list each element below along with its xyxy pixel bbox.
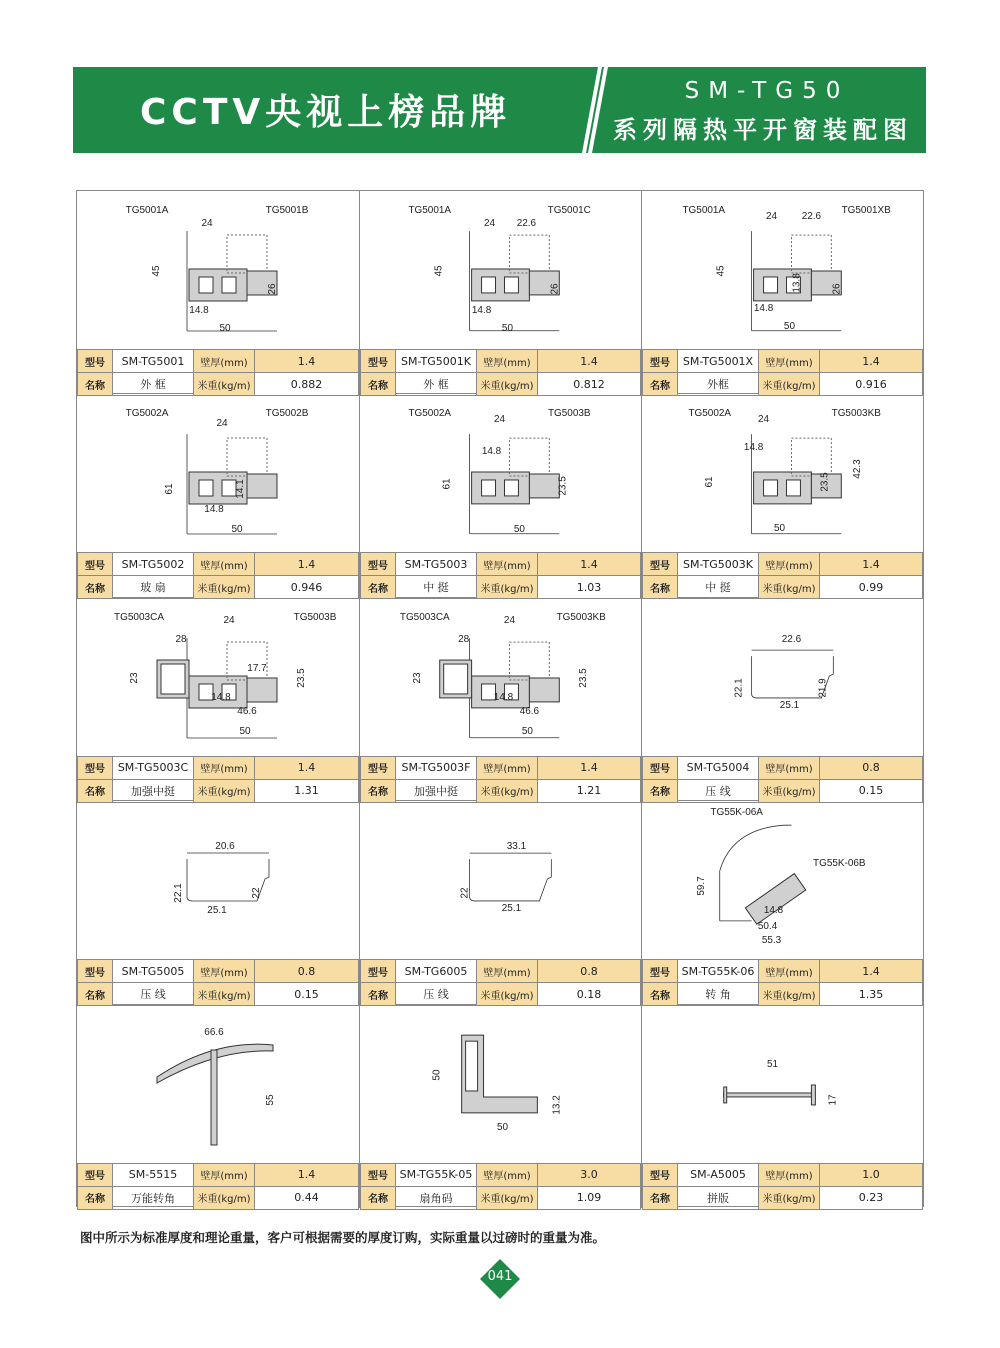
dimension-label: 23 <box>411 672 423 684</box>
unit-weight: 1.09 <box>538 1186 641 1209</box>
profile-cell <box>77 801 360 1004</box>
name-label: 名称 <box>361 576 396 599</box>
wall-thickness: 1.4 <box>255 350 359 373</box>
spec-table <box>360 552 641 598</box>
profile-cell <box>642 801 923 1004</box>
dimension-label: 50 <box>496 1121 509 1133</box>
wall-label: 壁厚(mm) <box>759 756 820 779</box>
profile-section <box>472 472 530 504</box>
dimension-label: 24 <box>201 218 213 229</box>
spec-table <box>77 959 359 1005</box>
series-code: SM-TG50 <box>684 78 850 104</box>
wall-label: 壁厚(mm) <box>477 350 538 373</box>
wall-thickness: 1.4 <box>538 553 641 576</box>
model-label: 型号 <box>78 553 113 576</box>
spec-table <box>642 349 923 395</box>
weight-label: 米重(kg/m) <box>194 576 255 599</box>
weight-label: 米重(kg/m) <box>194 1186 255 1209</box>
model-code: SM-TG55K-05 <box>396 1163 477 1186</box>
weight-label: 米重(kg/m) <box>759 779 820 802</box>
dimension-label: 24 <box>216 418 228 430</box>
name-label: 名称 <box>643 373 678 396</box>
name-label: 名称 <box>361 779 396 802</box>
dimension-label: 59.7 <box>695 876 707 896</box>
model-label: 型号 <box>361 756 396 779</box>
wall-label: 壁厚(mm) <box>759 1163 820 1186</box>
profile-name: 压 线 <box>396 983 477 1006</box>
profile-name: 拼版 <box>678 1186 759 1209</box>
catalog-title: 系列隔热平开窗装配图 <box>613 116 913 144</box>
unit-weight: 0.18 <box>538 983 641 1006</box>
model-code: SM-TG5005 <box>113 960 194 983</box>
name-label: 名称 <box>361 373 396 396</box>
dimension-label: 50 <box>431 1069 443 1081</box>
weight-label: 米重(kg/m) <box>477 983 538 1006</box>
spec-table <box>77 756 359 802</box>
profile-cell <box>77 1005 360 1208</box>
part-label: TG55K-06A <box>710 807 763 819</box>
dimension-label: 14.8 <box>211 691 231 703</box>
profile-name: 加强中挺 <box>396 779 477 802</box>
dimension-label: 55.3 <box>761 934 782 946</box>
weight-label: 米重(kg/m) <box>194 983 255 1006</box>
weight-label: 米重(kg/m) <box>477 1186 538 1209</box>
dimension-label: 14.1 <box>235 479 246 500</box>
spec-table <box>77 552 359 598</box>
wall-thickness: 1.4 <box>255 553 359 576</box>
dimension-label: 50 <box>783 320 796 332</box>
dimension-label: 21.9 <box>817 678 829 698</box>
profile-name: 加强中挺 <box>113 779 194 802</box>
part-label: TG5003CA <box>399 611 450 623</box>
part-label: TG5001B <box>265 205 309 216</box>
wall-thickness: 0.8 <box>255 960 359 983</box>
dimension-label: 46.6 <box>519 705 540 717</box>
model-code: SM-TG5002 <box>113 553 194 576</box>
profile-section <box>724 1093 814 1097</box>
model-label: 型号 <box>643 350 678 373</box>
dimension-label: 14.8 <box>763 905 784 917</box>
part-label: TG5002A <box>408 408 452 420</box>
profile-drawing <box>360 1005 641 1163</box>
weight-label: 米重(kg/m) <box>759 576 820 599</box>
dimension-label: 33.1 <box>506 841 527 853</box>
model-code: SM-TG5004 <box>678 756 759 779</box>
profile-section <box>189 269 247 301</box>
unit-weight: 1.35 <box>820 983 923 1006</box>
wall-label: 壁厚(mm) <box>759 553 820 576</box>
spec-table <box>360 1163 641 1209</box>
dimension-label: 23.5 <box>819 472 831 493</box>
profile-drawing <box>642 394 923 552</box>
dimension-label: 22.6 <box>516 218 537 230</box>
dimension-label: 14.8 <box>743 442 764 454</box>
wall-thickness: 1.4 <box>538 350 641 373</box>
dimension-label: 17 <box>827 1093 839 1106</box>
dimension-label: 14.8 <box>204 504 224 516</box>
profile-grid <box>76 190 924 1207</box>
dimension-label: 50 <box>521 725 533 737</box>
part-label: TG55K-06B <box>813 858 866 870</box>
dimension-label: 61 <box>441 478 453 490</box>
dimension-label: 45 <box>715 265 727 277</box>
name-label: 名称 <box>643 983 678 1006</box>
model-label: 型号 <box>643 960 678 983</box>
wall-label: 壁厚(mm) <box>194 960 255 983</box>
spec-table <box>642 756 923 802</box>
profile-name: 中 挺 <box>678 576 759 599</box>
unit-weight: 0.23 <box>820 1186 923 1209</box>
dimension-label: 55 <box>265 1094 276 1106</box>
model-label: 型号 <box>643 1163 678 1186</box>
dimension-label: 28 <box>175 633 187 645</box>
wall-label: 壁厚(mm) <box>477 1163 538 1186</box>
unit-weight: 0.916 <box>820 373 923 396</box>
profile-drawing <box>77 1005 359 1163</box>
profile-section <box>754 269 812 301</box>
profile-drawing <box>77 801 359 959</box>
profile-name: 中 挺 <box>396 576 477 599</box>
spec-table <box>360 959 641 1005</box>
profile-name: 扇角码 <box>396 1186 477 1209</box>
wall-thickness: 0.8 <box>820 756 923 779</box>
profile-cell <box>360 191 642 394</box>
dimension-label: 66.6 <box>204 1026 224 1038</box>
profile-name: 外 框 <box>396 373 477 396</box>
model-code: SM-5515 <box>113 1163 194 1186</box>
profile-cell <box>360 394 642 597</box>
name-label: 名称 <box>643 576 678 599</box>
part-label: TG5003B <box>547 408 591 420</box>
profile-section <box>472 269 530 301</box>
dimension-label: 26 <box>267 283 278 295</box>
dimension-label: 22 <box>459 887 471 899</box>
model-code: SM-TG6005 <box>396 960 477 983</box>
model-label: 型号 <box>78 756 113 779</box>
model-label: 型号 <box>78 350 113 373</box>
part-label: TG5003CA <box>113 611 165 623</box>
profile-drawing <box>360 191 641 349</box>
dimension-label: 61 <box>703 476 715 488</box>
page-number: 041 <box>487 1269 513 1284</box>
profile-name: 转 角 <box>678 983 759 1006</box>
profile-drawing <box>360 801 641 959</box>
wall-thickness: 3.0 <box>538 1163 641 1186</box>
part-label: TG5003KB <box>831 408 881 420</box>
spec-table <box>642 959 923 1005</box>
dimension-label: 50 <box>513 524 525 536</box>
name-label: 名称 <box>361 1186 396 1209</box>
profile-cell <box>360 598 642 801</box>
dimension-label: 50 <box>501 322 514 334</box>
dimension-label: 46.6 <box>237 705 257 717</box>
wall-thickness: 1.4 <box>255 1163 359 1186</box>
spec-table <box>360 756 641 802</box>
wall-thickness: 1.0 <box>820 1163 923 1186</box>
model-label: 型号 <box>78 1163 113 1186</box>
dimension-label: 24 <box>765 211 778 223</box>
profile-name: 压 线 <box>113 983 194 1006</box>
wall-label: 壁厚(mm) <box>194 756 255 779</box>
unit-weight: 0.882 <box>255 373 359 396</box>
weight-label: 米重(kg/m) <box>759 373 820 396</box>
model-code: SM-TG5001 <box>113 350 194 373</box>
profile-name: 压 线 <box>678 779 759 802</box>
unit-weight: 0.946 <box>255 576 359 599</box>
model-label: 型号 <box>643 553 678 576</box>
name-label: 名称 <box>78 576 113 599</box>
dimension-label: 24 <box>503 614 516 626</box>
dimension-label: 45 <box>151 265 162 277</box>
profile-cell <box>360 801 642 1004</box>
dimension-label: 24 <box>758 414 770 426</box>
profile-cell <box>642 1005 923 1208</box>
wall-label: 壁厚(mm) <box>194 1163 255 1186</box>
model-label: 型号 <box>361 553 396 576</box>
dimension-label: 50 <box>239 725 251 737</box>
dimension-label: 61 <box>164 483 175 495</box>
dimension-label: 22.1 <box>173 883 184 903</box>
model-label: 型号 <box>78 960 113 983</box>
model-code: SM-TG5003F <box>396 756 477 779</box>
model-code: SM-A5005 <box>678 1163 759 1186</box>
model-code: SM-TG55K-06 <box>678 960 759 983</box>
part-label: TG5001XB <box>841 205 891 217</box>
name-label: 名称 <box>78 779 113 802</box>
name-label: 名称 <box>361 983 396 1006</box>
name-label: 名称 <box>78 983 113 1006</box>
dimension-label: 24 <box>483 218 496 230</box>
name-label: 名称 <box>78 373 113 396</box>
dimension-label: 13.8 <box>791 273 803 293</box>
profile-section <box>754 472 812 504</box>
weight-label: 米重(kg/m) <box>759 983 820 1006</box>
dimension-label: 24 <box>493 414 506 426</box>
model-label: 型号 <box>643 756 678 779</box>
profile-drawing <box>642 191 923 349</box>
dimension-label: 14.8 <box>753 302 774 314</box>
wall-label: 壁厚(mm) <box>477 960 538 983</box>
wall-thickness: 1.4 <box>538 756 641 779</box>
profile-drawing <box>360 394 641 552</box>
dimension-label: 50.4 <box>757 921 778 933</box>
weight-label: 米重(kg/m) <box>194 373 255 396</box>
profile-cell <box>77 191 360 394</box>
unit-weight: 0.812 <box>538 373 641 396</box>
dimension-label: 22 <box>251 887 262 899</box>
spec-table <box>642 552 923 598</box>
profile-cell <box>642 598 923 801</box>
profile-drawing <box>360 598 641 756</box>
profile-name: 玻 扇 <box>113 576 194 599</box>
dimension-label: 50 <box>773 523 786 535</box>
dimension-label: 28 <box>458 633 470 645</box>
part-label: TG5002A <box>688 408 732 420</box>
part-label: TG5001A <box>125 205 169 216</box>
wall-label: 壁厚(mm) <box>194 350 255 373</box>
brand-title: CCTV央视上榜品牌 <box>140 92 512 133</box>
dimension-label: 13.2 <box>551 1094 563 1115</box>
wall-label: 壁厚(mm) <box>194 553 255 576</box>
dimension-label: 23.5 <box>578 668 590 688</box>
dimension-label: 23 <box>129 672 140 684</box>
wall-thickness: 1.4 <box>820 960 923 983</box>
dimension-label: 23.5 <box>296 668 307 688</box>
dimension-label: 25.1 <box>207 905 227 917</box>
dimension-label: 23.5 <box>557 476 569 497</box>
dimension-label: 45 <box>433 265 445 277</box>
spec-table <box>360 349 641 395</box>
profile-drawing <box>642 1005 923 1163</box>
model-code: SM-TG5001K <box>396 350 477 373</box>
part-label: TG5001C <box>547 205 591 217</box>
weight-label: 米重(kg/m) <box>759 1186 820 1209</box>
unit-weight: 0.99 <box>820 576 923 599</box>
dimension-label: 22.1 <box>733 678 745 698</box>
dimension-label: 14.8 <box>471 304 492 316</box>
wall-label: 壁厚(mm) <box>477 756 538 779</box>
weight-label: 米重(kg/m) <box>477 779 538 802</box>
dimension-label: 26 <box>831 283 843 295</box>
model-label: 型号 <box>361 1163 396 1186</box>
profile-cell <box>642 191 923 394</box>
part-label: TG5002B <box>265 408 309 420</box>
profile-section <box>470 859 552 901</box>
unit-weight: 1.31 <box>255 779 359 802</box>
profile-drawing <box>642 598 923 756</box>
dimension-label: 17.7 <box>247 662 267 674</box>
dimension-label: 42.3 <box>852 459 864 480</box>
model-label: 型号 <box>361 350 396 373</box>
spec-table <box>642 1163 923 1209</box>
profile-name: 外框 <box>678 373 759 396</box>
profile-cell <box>77 598 360 801</box>
profile-name: 外 框 <box>113 373 194 396</box>
profile-name: 万能转角 <box>113 1186 194 1209</box>
name-label: 名称 <box>643 1186 678 1209</box>
profile-cell <box>360 1005 642 1208</box>
dimension-label: 50 <box>231 524 243 536</box>
weight-label: 米重(kg/m) <box>477 373 538 396</box>
weight-label: 米重(kg/m) <box>477 576 538 599</box>
dimension-label: 20.6 <box>215 841 235 853</box>
dimension-label: 25.1 <box>501 903 522 915</box>
part-label: TG5002A <box>125 408 169 420</box>
name-label: 名称 <box>643 779 678 802</box>
wall-thickness: 1.4 <box>820 553 923 576</box>
weight-label: 米重(kg/m) <box>194 779 255 802</box>
model-code: SM-TG5001X <box>678 350 759 373</box>
dimension-label: 50 <box>219 323 231 334</box>
dimension-label: 22.6 <box>781 633 802 645</box>
spec-table <box>77 1163 359 1209</box>
dimension-label: 25.1 <box>779 699 800 711</box>
unit-weight: 0.44 <box>255 1186 359 1209</box>
part-label: TG5001A <box>682 205 726 217</box>
wall-thickness: 1.4 <box>820 350 923 373</box>
part-label: TG5003KB <box>556 611 606 623</box>
dimension-label: 22.6 <box>801 211 822 223</box>
model-code: SM-TG5003K <box>678 553 759 576</box>
part-label: TG5003B <box>293 611 337 623</box>
wall-thickness: 0.8 <box>538 960 641 983</box>
model-code: SM-TG5003 <box>396 553 477 576</box>
part-label: TG5001A <box>408 205 452 217</box>
wall-label: 壁厚(mm) <box>759 960 820 983</box>
unit-weight: 1.21 <box>538 779 641 802</box>
dimension-label: 14.8 <box>189 305 209 316</box>
profile-drawing <box>642 801 923 959</box>
profile-drawing <box>77 191 359 349</box>
footnote: 图中所示为标准厚度和理论重量，客户可根据需要的厚度订购，实际重量以过磅时的重量为准。 <box>80 1230 606 1245</box>
wall-label: 壁厚(mm) <box>759 350 820 373</box>
dimension-label: 26 <box>549 283 561 295</box>
profile-cell <box>642 394 923 597</box>
dimension-label: 14.8 <box>481 446 502 458</box>
profile-cell <box>77 394 360 597</box>
spec-table <box>77 349 359 395</box>
model-label: 型号 <box>361 960 396 983</box>
unit-weight: 1.03 <box>538 576 641 599</box>
profile-drawing <box>77 598 359 756</box>
unit-weight: 0.15 <box>820 779 923 802</box>
dimension-label: 14.8 <box>493 691 514 703</box>
dimension-label: 51 <box>766 1058 779 1070</box>
wall-thickness: 1.4 <box>255 756 359 779</box>
model-code: SM-TG5003C <box>113 756 194 779</box>
profile-drawing <box>77 394 359 552</box>
dimension-label: 24 <box>223 614 235 626</box>
wall-label: 壁厚(mm) <box>477 553 538 576</box>
unit-weight: 0.15 <box>255 983 359 1006</box>
name-label: 名称 <box>78 1186 113 1209</box>
